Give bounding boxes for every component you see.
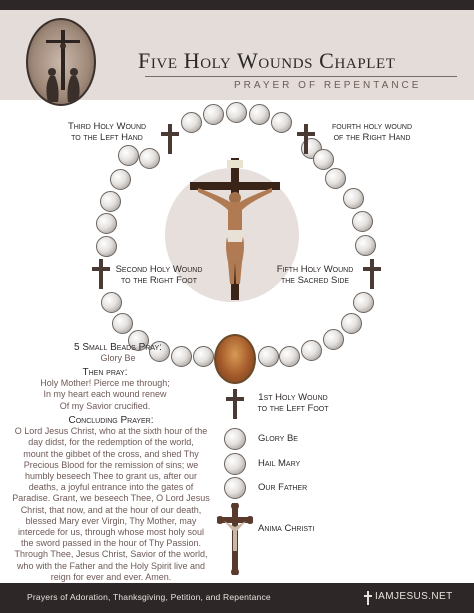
rosary-bead (101, 292, 122, 313)
small-beads-heading: 5 Small Beads Pray: (74, 342, 162, 353)
second-wound-label: Second Holy Wound to the Right Foot (115, 264, 203, 286)
rosary-bead (353, 292, 374, 313)
rosary-bead (100, 191, 121, 212)
concluding-prayer-block (2, 415, 220, 583)
concluding-line: Paradise. Grant, we beseech Thee, O Lord Jesus (12, 493, 210, 504)
hail-mary-bead (224, 453, 246, 475)
crucifixion-medallion-icon (26, 18, 96, 106)
rosary-bead (96, 236, 117, 257)
header (0, 0, 474, 100)
concluding-line: humbly beseech Thee to grant us, after our (25, 471, 197, 482)
rosary-bead (249, 104, 270, 125)
our-father-label: Our Father (258, 482, 308, 493)
rosary-bead (343, 188, 364, 209)
anima-christi-crucifix-icon (217, 503, 253, 575)
page-title: Five Holy Wounds Chaplet (138, 48, 396, 73)
anima-christi-label: Anima Christi (258, 523, 315, 534)
wound-cross-icon (161, 124, 179, 154)
concluding-line: mount the gibbet of the cross, and shed Thy (23, 448, 199, 459)
wound-cross-icon (297, 124, 315, 154)
hail-mary-label: Hail Mary (258, 458, 301, 469)
small-beads-block (40, 342, 196, 364)
rosary-bead (110, 169, 131, 190)
wound-cross-icon (92, 259, 110, 289)
then-pray-heading: Then pray: (82, 367, 128, 378)
concluding-line: who with the Father and the Holy Spirit live and (16, 560, 206, 571)
sacred-heart-medal-icon (214, 334, 256, 384)
concluding-heading: Concluding Prayer: (68, 415, 154, 426)
our-father-bead (224, 477, 246, 499)
footer-text: Prayers of Adoration, Thanksgiving, Petition, and Repentance (27, 592, 271, 602)
rosary-bead (112, 313, 133, 334)
rosary-bead (325, 168, 346, 189)
concluding-line: reign for ever and ever. Amen. (50, 571, 172, 582)
footer-brand-link[interactable]: IAMJESUS.NET (375, 591, 453, 602)
concluding-line: Precious Blood for the remission of sins; we (23, 459, 199, 470)
wound-cross-icon (363, 259, 381, 289)
fourth-wound-label: fourth holy wound of the Right Hand (331, 121, 413, 143)
concluding-line: O Lord Jesus Christ, who at the sixth hour of the (14, 426, 208, 437)
rosary-bead (139, 148, 160, 169)
small-beads-text: Glory Be (100, 353, 136, 364)
footer (0, 583, 474, 613)
rosary-bead (279, 346, 300, 367)
rosary-bead (313, 149, 334, 170)
third-wound-label: Third Holy Wound to the Left Hand (67, 121, 147, 143)
rosary-bead (193, 346, 214, 367)
rosary-bead (226, 102, 247, 123)
rosary-bead (271, 112, 292, 133)
concluding-line: intercede for us, through whose most holy soul (17, 527, 205, 538)
concluding-line: the sword passed in the hour of Thy Passion. (21, 538, 201, 549)
rosary-bead (258, 346, 279, 367)
title-divider (145, 76, 457, 77)
rosary-bead (301, 340, 322, 361)
rosary-bead (203, 104, 224, 125)
rosary-bead (96, 213, 117, 234)
first-wound-cross-icon (226, 389, 244, 419)
then-pray-line: In my heart each wound renew (43, 389, 167, 400)
then-pray-line: Of my Savior crucified. (59, 400, 151, 411)
concluding-line: day didst, for the redemption of the world, (28, 437, 194, 448)
fifth-wound-label: Fifth Holy Wound the Sacred Side (276, 264, 354, 286)
footer-cross-icon (364, 591, 372, 605)
rosary-bead (118, 145, 139, 166)
concluding-line: blessed Mary ever Virgin, Thy Mother, may (25, 515, 197, 526)
then-pray-line: Holy Mother! Pierce me through; (40, 378, 170, 389)
concluding-line: Christ, that now, and at the hour of our death, (20, 504, 202, 515)
rosary-bead (323, 329, 344, 350)
rosary-bead (181, 112, 202, 133)
glory-be-bead (224, 428, 246, 450)
header-band (0, 0, 474, 10)
first-wound-label: 1st Holy Wound to the Left Foot (257, 392, 329, 414)
glory-be-label: Glory Be (258, 433, 298, 444)
rosary-bead (352, 211, 373, 232)
rosary-bead (341, 313, 362, 334)
concluding-line: Through Thee, Jesus Christ, Savior of the world, (14, 549, 208, 560)
concluding-line: deaths, a joyful entrance into the gates of (28, 482, 194, 493)
rosary-bead (355, 235, 376, 256)
then-pray-block (6, 367, 204, 412)
page-subtitle: PRAYER OF REPENTANCE (234, 80, 422, 91)
